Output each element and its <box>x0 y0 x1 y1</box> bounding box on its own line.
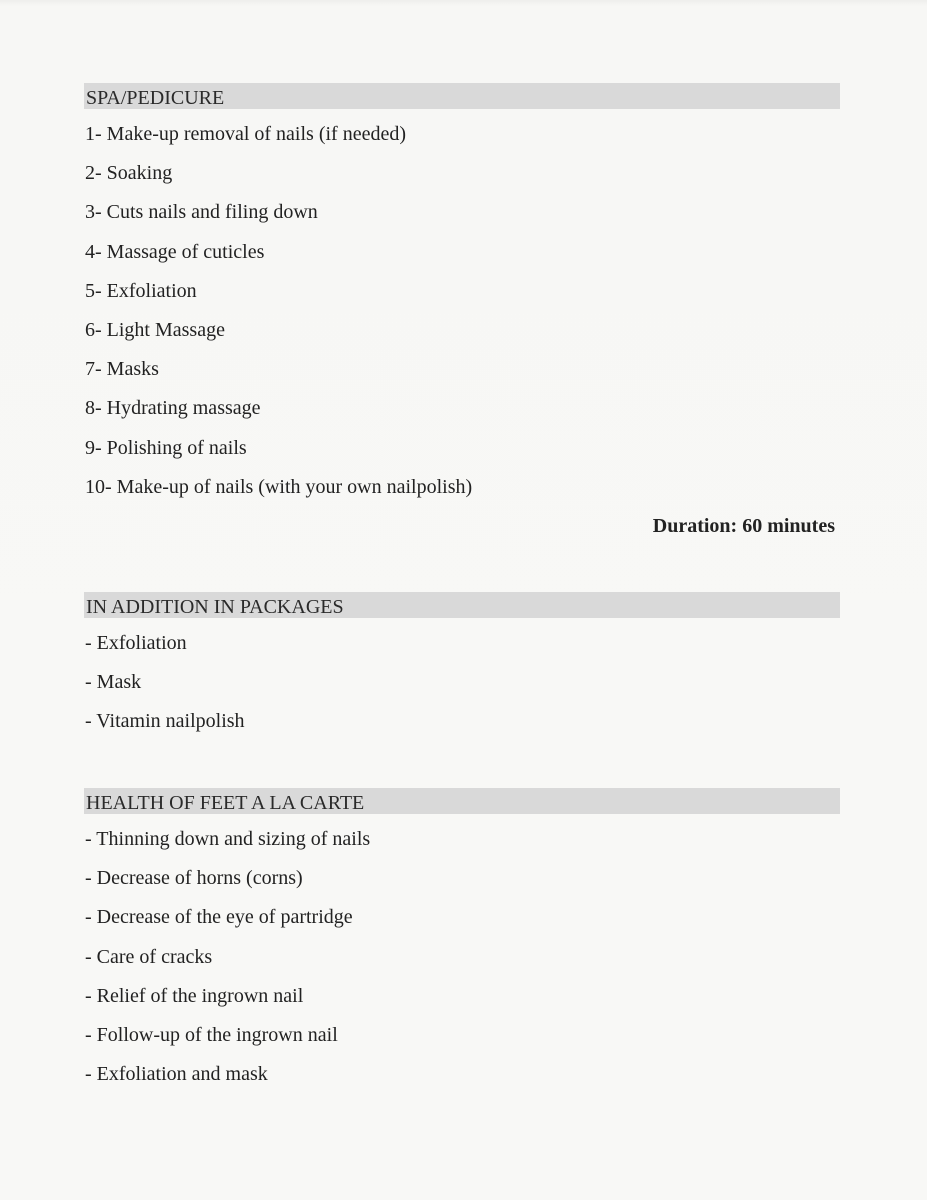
treatment-list <box>84 115 840 507</box>
list-item: - Decrease of the eye of partridge <box>85 906 353 929</box>
list-item: - Follow-up of the ingrown nail <box>85 1023 338 1046</box>
section-header: SPA/PEDICURE <box>84 83 840 109</box>
list-item: - Exfoliation and mask <box>85 1063 268 1086</box>
list-item: 1- Make-up removal of nails (if needed) <box>85 123 406 145</box>
list-item: 8- Hydrating massage <box>85 397 261 420</box>
list-item: - Thinning down and sizing of nails <box>85 828 371 850</box>
package-list <box>84 624 840 742</box>
section-health-of-feet <box>84 788 840 1094</box>
list-item: 7- Masks <box>85 358 159 381</box>
list-item: - Exfoliation <box>85 632 187 654</box>
section-header: HEALTH OF FEET A LA CARTE <box>84 788 840 814</box>
list-item: - Relief of the ingrown nail <box>85 984 304 1007</box>
a-la-carte-list <box>84 820 840 1094</box>
list-item: 5- Exfoliation <box>85 279 197 302</box>
list-item: 2- Soaking <box>85 162 173 185</box>
list-item: - Care of cracks <box>85 945 213 968</box>
list-item: 6- Light Massage <box>85 318 225 341</box>
list-item: - Decrease of horns (corns) <box>85 867 303 890</box>
duration-label: Duration: 60 minutes <box>652 514 835 537</box>
list-item: 9- Polishing of nails <box>85 436 247 459</box>
section-spa-pedicure <box>84 83 840 546</box>
list-item: - Vitamin nailpolish <box>85 710 245 733</box>
list-item: - Mask <box>85 671 142 694</box>
list-item: 4- Massage of cuticles <box>85 240 265 263</box>
list-item: 10- Make-up of nails (with your own nailpolish) <box>85 475 473 498</box>
section-in-addition-in-packages <box>84 592 840 742</box>
list-item: 3- Cuts nails and filing down <box>85 201 318 224</box>
section-header: IN ADDITION IN PACKAGES <box>84 592 840 618</box>
